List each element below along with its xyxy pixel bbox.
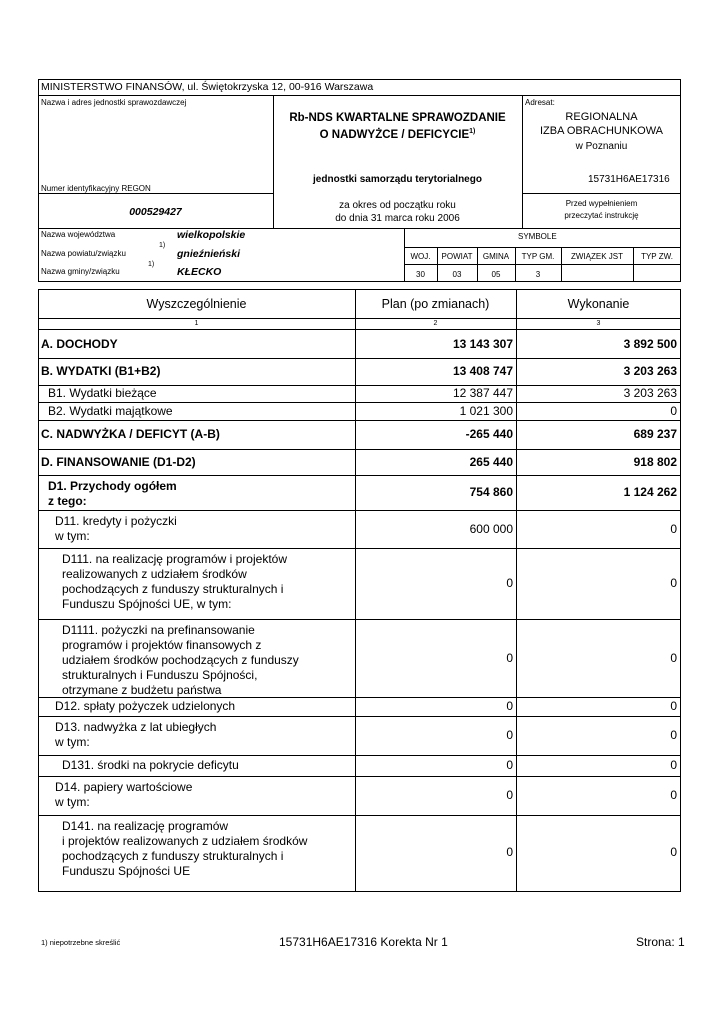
row-plan-value: 265 440 [469,455,513,469]
table-row [38,449,681,475]
table-row [38,358,681,385]
commune-value: KŁECKO [177,266,222,278]
table-row [38,475,681,510]
row-label: D12. spłaty pożyczek udzielonych [55,699,236,713]
symbol-value-gmina: 05 [491,270,501,279]
row-plan-value: 13 143 307 [452,337,513,351]
table-row [38,420,681,449]
table-row [38,697,681,716]
row-execution-value: 1 124 262 [623,485,677,499]
row-plan-value: 0 [506,576,513,590]
row-label: B. WYDATKI (B1+B2) [41,364,161,378]
row-execution-value: 918 802 [633,455,677,469]
symbol-value-woj: 30 [416,270,425,279]
row-label: D141. na realizację programów i projektów realizowanych z udziałem środków pochodzących z funduszy strukturalnych i Funduszu Spójności UE [62,819,308,878]
row-label: A. DOCHODY [41,337,118,351]
instructions-line1: Przed wypełnieniem [565,199,638,208]
row-label: D13. nadwyżka z lat ubiegłych w tym: [55,720,217,749]
row-plan-value: 0 [506,758,513,772]
row-plan-value: -265 440 [465,427,513,441]
col-number-2: 2 [433,320,438,327]
row-label: D1111. pożyczki na prefinansowanie programów i projektów finansowych z udziałem środków pochodzących z funduszy strukturalnych i Funduszu Spójności, otrzymane z budżetu państwa [62,623,299,697]
footer-page: Strona: 1 [636,935,685,949]
row-execution-value: 0 [670,728,677,742]
row-execution-value: 0 [670,522,677,536]
symbol-value-powiat: 03 [452,270,462,279]
addressee-line2: IZBA OBRACHUNKOWA [539,125,664,137]
row-plan-value: 754 860 [469,485,513,499]
table-row [38,385,681,402]
addressee-label: Adresat: [525,98,555,107]
table-row [38,815,681,890]
table-row [38,755,681,776]
col-header-description: Wyszczególnienie [146,297,247,311]
instructions-line2: przeczytać instrukcję [564,211,639,220]
col-header-execution: Wykonanie [567,297,630,311]
col-number-3: 3 [596,320,601,327]
row-label: D131. środki na pokrycie deficytu [62,758,239,772]
row-label: D. FINANSOWANIE (D1-D2) [41,455,196,469]
row-label: D111. na realizację programów i projektów realizowanych z udziałem środków pochodzących z funduszy strukturalnych i Funduszu Spójności UE, w tym: [62,552,287,611]
row-plan-value: 0 [506,728,513,742]
row-execution-value: 689 237 [633,427,677,441]
row-execution-value: 0 [670,758,677,772]
regon-label: Numer identyfikacyjny REGON [41,184,151,193]
addressee-line1: REGIONALNA [565,111,638,123]
row-execution-value: 0 [670,404,677,418]
row-plan-value: 0 [506,845,513,859]
row-label: B1. Wydatki bieżące [48,386,157,400]
report-subtitle: jednostki samorządu terytorialnego [313,174,482,185]
table-row [38,330,681,358]
symbol-value-typ-gm: 3 [535,270,541,279]
symbol-header-zwiazek: ZWIĄZEK JST [571,252,623,261]
row-execution-value: 0 [670,788,677,802]
ministry-line: MINISTERSTWO FINANSÓW, ul. Świętokrzyska 12, 00-916 Warszawa [41,81,374,93]
footer-doc-ref: 15731H6AE17316 Korekta Nr 1 [279,935,448,949]
regon-value: 000529427 [129,206,182,218]
table-row [38,402,681,420]
unit-name-label: Nazwa i adres jednostki sprawozdawczej [41,98,187,107]
row-plan-value: 12 387 447 [452,386,513,400]
col-number-1: 1 [194,320,199,327]
symbol-header-gmina: GMINA [482,252,510,261]
symbol-header-typ-zw: TYP ZW. [641,252,673,261]
period-line2: do dnia 31 marca roku 2006 [335,213,460,224]
doc-code: 15731H6AE17316 [588,174,670,185]
table-row [38,776,681,815]
col-header-plan: Plan (po zmianach) [381,297,490,311]
symbols-title: SYMBOLE [518,232,557,241]
voivodeship-value: wielkopolskie [177,229,246,241]
report-title-footnote: 1) [469,128,476,135]
row-execution-value: 0 [670,651,677,665]
period-line1: za okres od początku roku [339,200,456,211]
footer-note: 1) niepotrzebne skreślić [41,938,121,947]
report-title-line2: O NADWYŻCE / DEFICYCIE [319,128,470,141]
symbol-header-woj: WOJ. [410,252,431,261]
table-row [38,510,681,548]
commune-label: Nazwa gminy/związku [41,267,120,276]
row-label: D14. papiery wartościowe w tym: [55,780,193,809]
report-title-line1: Rb-NDS KWARTALNE SPRAWOZDANIE [289,112,506,124]
row-plan-value: 600 000 [469,522,513,536]
row-execution-value: 3 203 263 [623,364,677,378]
row-execution-value: 0 [670,845,677,859]
row-execution-value: 3 203 263 [623,386,677,400]
county-footnote: 1) [159,242,166,249]
row-label: D11. kredyty i pożyczki w tym: [55,514,177,543]
row-execution-value: 0 [670,576,677,590]
row-execution-value: 3 892 500 [623,337,677,351]
symbol-header-typ-gm: TYP GM. [521,252,555,261]
row-plan-value: 13 408 747 [452,364,513,378]
row-label: C. NADWYŻKA / DEFICYT (A-B) [41,427,220,441]
table-row [38,548,681,619]
row-plan-value: 0 [506,699,513,713]
row-plan-value: 0 [506,788,513,802]
table-row [38,716,681,755]
voivodeship-label: Nazwa województwa [41,230,116,239]
county-value: gnieźnieński [177,248,241,260]
commune-footnote: 1) [148,261,155,268]
county-label: Nazwa powiatu/związku [41,249,126,258]
row-plan-value: 1 021 300 [459,404,513,418]
row-execution-value: 0 [670,699,677,713]
table-row [38,619,681,697]
symbol-header-powiat: POWIAT [441,252,473,261]
row-label: D1. Przychody ogółem z tego: [48,479,177,508]
row-label: B2. Wydatki majątkowe [48,404,173,418]
addressee-line3: w Poznaniu [575,141,628,152]
row-plan-value: 0 [506,651,513,665]
